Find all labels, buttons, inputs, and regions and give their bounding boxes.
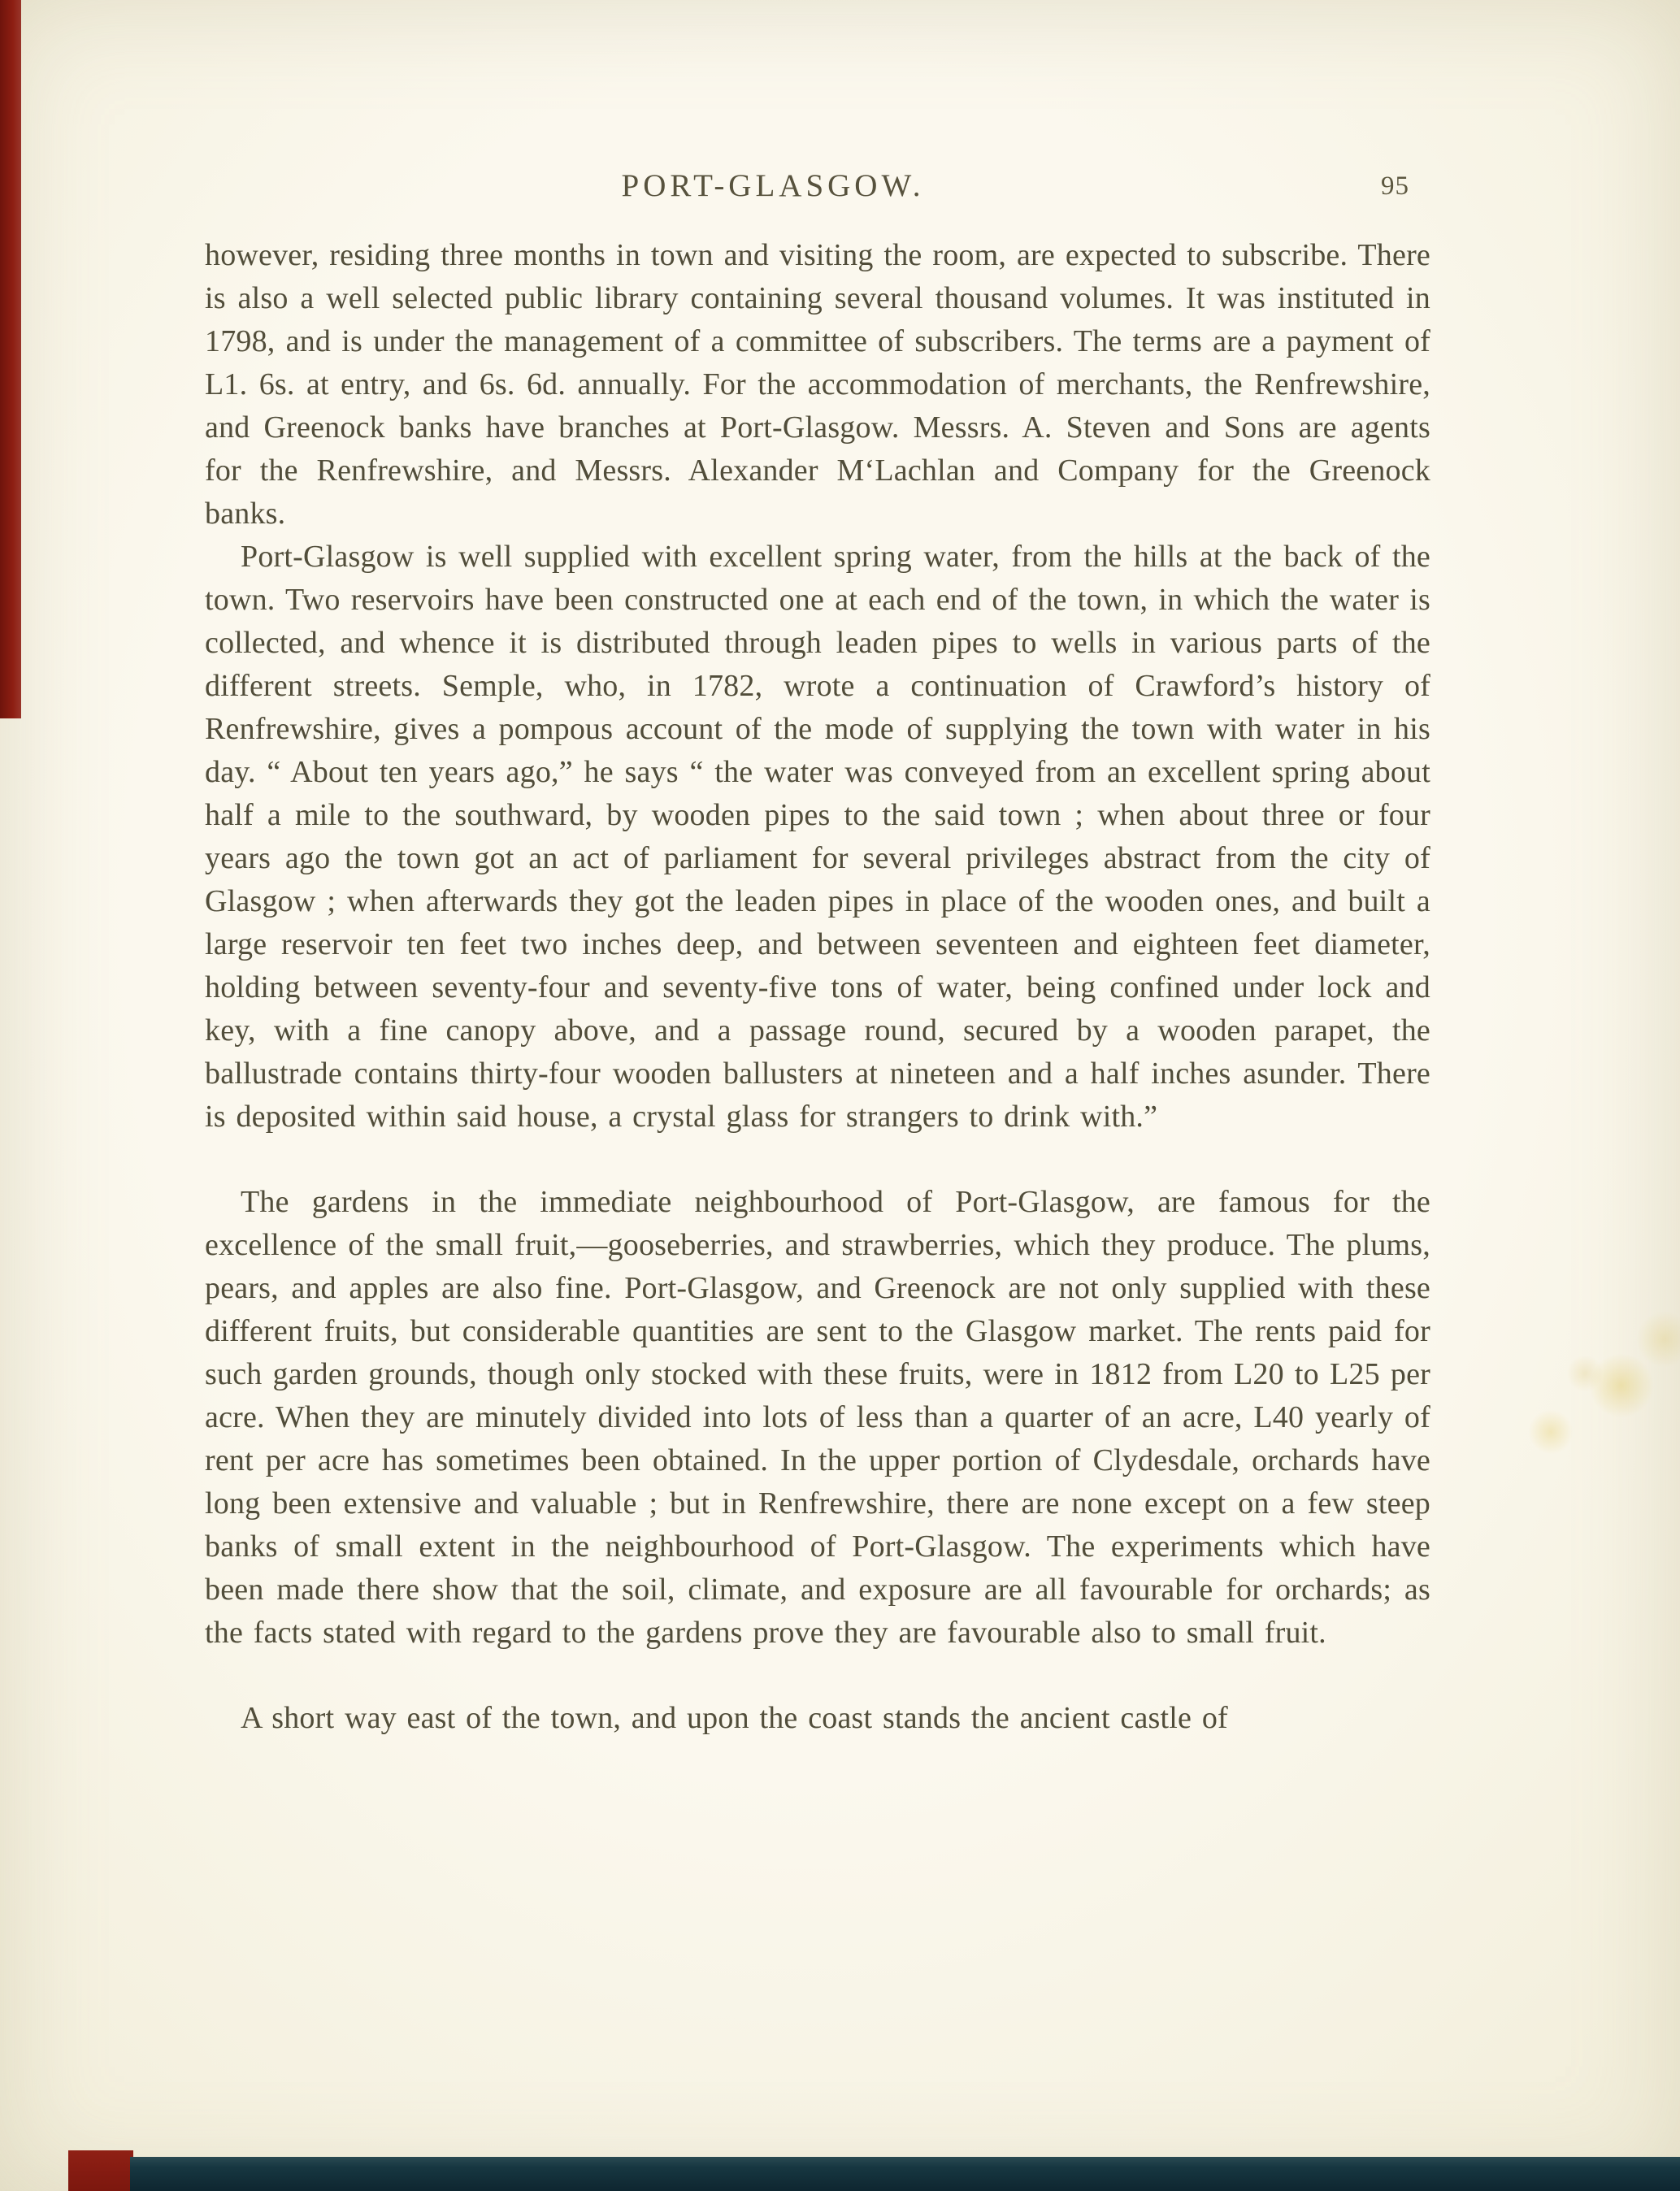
- paragraph-castle-lead: A short way east of the town, and upon the coast stands the ancient castle of: [241, 1701, 1228, 1735]
- paragraph-water-supply: Port-Glasgow is well supplied with excellent spring water, from the hills at the back of the town. Two reservoirs have been constructed one at each end of the town, in which the water is collected, and whence it is distributed through leaden pipes to wells in various parts of the different streets. Semple, who, in 1782, wrote a continuation of Crawford’s history of Renfrewshire, gives a pompous account of the mode of supplying the town with water in his day. “ About ten years ago,” he says “ the water was conveyed from an excellent spring about half a mile to the southward, by wooden pipes to the said town ; when about three or four years ago the town got an act of parliament for several privileges abstract from the city of Glasgow ; when afterwards they got the leaden pipes in place of the wooden ones, and built a large reservoir ten feet two inches deep, and between seventeen and eighteen feet diameter, holding between seventy-four and seventy-five tons of water, being confined under lock and key, with a fine canopy above, and a passage round, secured by a wooden parapet, the ballustrade contains thirty-four wooden ballusters at nineteen and a half inches asunder. There is deposited within said house, a crystal glass for strangers to drink with.”: [205, 540, 1430, 1134]
- scan-edge-dark-strip: [130, 2157, 1680, 2191]
- binding-edge-red-strip-bottom: [68, 2150, 133, 2191]
- binding-edge-red-strip-top: [0, 0, 21, 718]
- page-header: [205, 167, 1430, 211]
- paragraph-continuation: however, residing three months in town and visiting the room, are expected to subscribe. There is also a well selected public library containing several thousand volumes. It was instituted in 1798, and is under the management of a committee of subscribers. The terms are a payment of L1. 6s. at entry, and 6s. 6d. annually. For the accommodation of merchants, the Renfrewshire, and Greenock banks have branches at Port-Glasgow. Messrs. A. Steven and Sons are agents for the Renfrewshire, and Messrs. Alexander M‘Lachlan and Company for the Greenock banks.: [205, 238, 1430, 531]
- page-text-block: [205, 234, 1430, 1740]
- running-title: PORT-GLASGOW.: [621, 168, 925, 203]
- paragraph-gardens: The gardens in the immediate neighbourhood of Port-Glasgow, are famous for the excellence of the small fruit,—gooseberries, and strawberries, which they produce. The plums, pears, and apples are also fine. Port-Glasgow, and Greenock are not only supplied with these different fruits, but considerable quantities are sent to the Glasgow market. The rents paid for such garden grounds, though only stocked with these fruits, were in 1812 from L20 to L25 per acre. When they are minutely divided into lots of less than a quarter of an acre, L40 yearly of rent per acre has sometimes been obtained. In the upper portion of Clydesdale, orchards have long been extensive and valuable ; but in Renfrewshire, there are none except on a few steep banks of small extent in the neighbourhood of Port-Glasgow. The experiments which have been made there show that the soil, climate, and exposure are all favourable for orchards; as the facts stated with regard to the gardens prove they are favourable also to small fruit.: [205, 1185, 1430, 1650]
- page-number: 95: [1381, 171, 1409, 201]
